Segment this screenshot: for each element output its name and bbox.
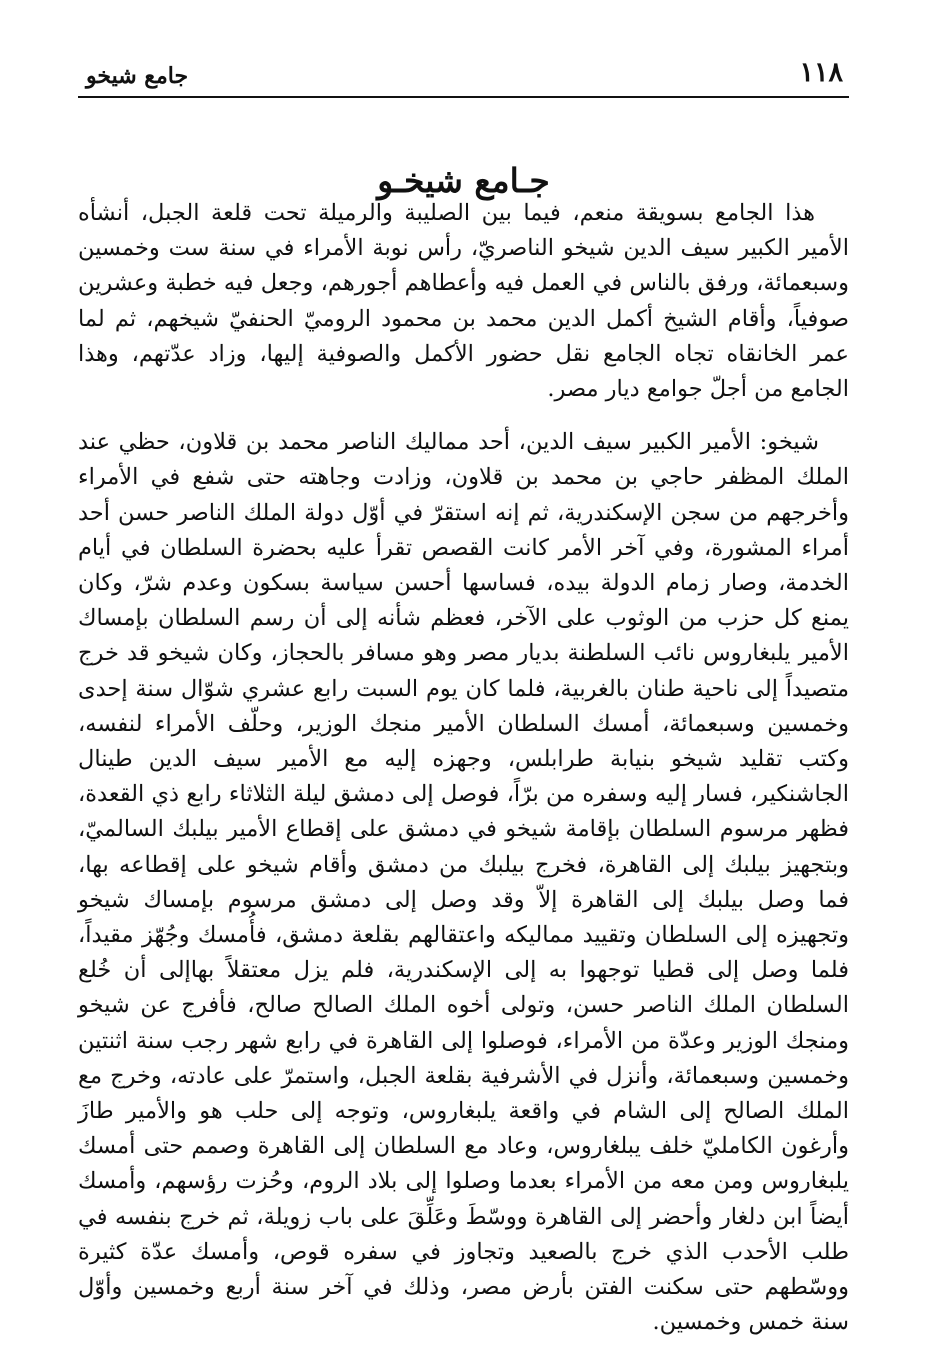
chapter-title: جـامع شيخـو [377, 161, 550, 201]
running-title: جامع شيخو [86, 63, 189, 89]
body-text [78, 196, 849, 1341]
paragraph-mosque-description: هذا الجامع بسويقة منعم، فيما بين الصليبة والرميلة تحت قلعة الجبل، أنشأه الأمير الكبير سيف الدين شيخو الناصريّ، رأس نوبة الأمراء في سنة ست وخمسين وسبعمائة، ورفق بالناس في العمل فيه وأعطاهم أجورهم، وجعل فيه خطبة وعشرين صوفياً، وأقام الشيخ أكمل الدين محمد بن محمود الروميّ الحنفيّ شيخهم، ثم لما عمر الخانقاه تجاه الجامع نقل حضور الأكمل والصوفية إليها، وزاد عدّتهم، وهذا الجامع من أجلّ جوامع ديار مصر. [78, 200, 849, 403]
paragraph-sheikhu-biography: شيخو: الأمير الكبير سيف الدين، أحد مماليك الناصر محمد بن قلاون، حظي عند الملك المظفر حاجي بن محمد بن قلاون، وزادت وجاهته حتى شفع في الأمراء وأخرجهم من سجن الإسكندرية، ثم إنه استقرّ في أوّل دولة الملك الناصر حسن أحد أمراء المشورة، وفي آخر الأمر كانت القصص تقرأ عليه بحضرة السلطان في أيام الخدمة، وصار زمام الدولة بيده، فساسها أحسن سياسة بسكون وعدم شرّ، وكان يمنع كل حزب من الوثوب على الآخر، فعظم شأنه إلى أن رسم السلطان بإمساك الأمير يلبغاروس نائب السلطنة بديار مصر وهو مسافر بالحجاز، وكان شيخو قد خرج متصيداً إلى ناحية طنان بالغربية، فلما كان يوم السبت رابع عشري شوّال سنة إحدى وخمسين وسبعمائة، أمسك السلطان الأمير منجك الوزير، وحلّف الأمراء لنفسه، وكتب تقليد شيخو بنيابة طرابلس، وجهزه إليه مع الأمير سيف الدين طينال الجاشنكير، فسار إليه وسفره من برّاً، فوصل إلى دمشق ليلة الثلاثاء رابع ذي القعدة، فظهر مرسوم السلطان بإقامة شيخو في دمشق على إقطاع الأمير بيلبك السالميّ، وبتجهيز بيلبك إلى القاهرة، فخرج بيلبك من دمشق وأقام شيخو على إقطاعه بها، فما وصل بيلبك إلى القاهرة إلاّ وقد وصل إلى دمشق مرسوم بإمساك شيخو وتجهيزه إلى السلطان وتقييد مماليكه واعتقالهم بقلعة دمشق، فأُمسك وجُهّز مقيداً، فلما وصل إلى قطيا توجهوا به إلى الإسكندرية، فلم يزل معتقلاً بهاإلى أن خُلع السلطان الملك الناصر حسن، وتولى أخوه الملك الصالح صالح، فأفرج عن شيخو ومنجك الوزير وعدّة من الأمراء، فوصلوا إلى القاهرة في رابع شهر رجب سنة اثنتين وخمسين وسبعمائة، وأنزل في الأشرفية بقلعة الجبل، واستمرّ على عادته، وخرج مع الملك الصالح إلى الشام في واقعة يلبغاروس، وتوجه إلى حلب هو والأمير طازَ وأرغون الكامليّ خلف يبلغاروس، وعاد مع السلطان إلى القاهرة وصمم حتى أمسك يلبغاروس ومن معه من الأمراء بعدما وصلوا إلى بلاد الروم، وحُزت رؤسهم، وأمسك أيضاً ابن دلغار وأحضر إلى القاهرة ووسّطَ وعَلِّقَ على باب زويلة، ثم خرج بنفسه في طلب الأحدب الذي خرج بالصعيد وتجاوز في سفره قوص، وأمسك عدّة كثيرة ووسّطهم حتى سكنت الفتن بأرض مصر، وذلك في آخر سنة أربع وخمسين وأوّل سنة خمس وخمسين. [78, 429, 849, 1336]
paragraph-gap [78, 407, 849, 425]
page-number: ١١٨ [799, 57, 843, 88]
running-header [78, 50, 849, 98]
